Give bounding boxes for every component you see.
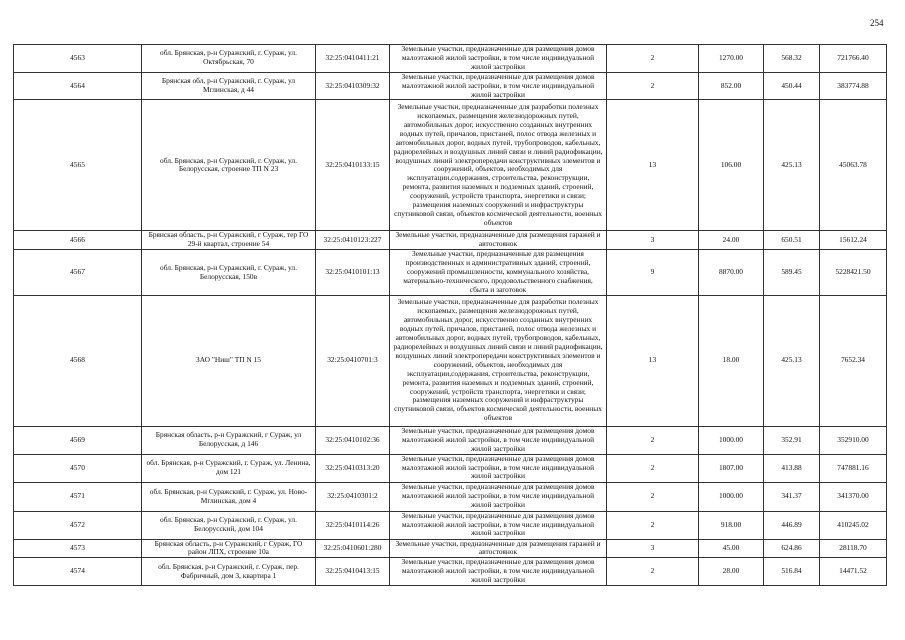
permitted-use-cell: Земельные участки, предназначенные для размещения домов малоэтажной жилой застройки, в том числе индивидуальной жилой застройки [390, 454, 607, 482]
address-cell: Брянская область, р-н Суражский, г Сураж, ул Белорусская, д 146 [142, 426, 316, 454]
cadastral-value-cell: 352910.00 [820, 426, 887, 454]
rate-cell: 352.91 [764, 426, 820, 454]
permitted-use-cell: Земельные участки, предназначенные для разработки полезных ископаемых, размещения железнодорожных путей, автомобильных дорог, искусственно созданных внутренних водных путей, причалов, пристаней, полос отвода железных и автомобильных дорог, водных путей, трубопроводов, кабельных, радиорелейных и воздушных линий связи и линий радиофикации, воздушных линий электропередачи конструктивных элементов и сооружений, объектов, необходимых для эксплуатации,содержания, строительства, реконструкции, ремонта, развития наземных и подземных зданий, строений, сооружений, устройств транспорта, энергетики и связи; размещения наземных сооружений и инфраструктуры спутниковой связи, объектов космической деятельности, военных объектов [390, 100, 607, 231]
record-number: 4573 [14, 539, 142, 558]
cadastral-value-cell: 341370.00 [820, 482, 887, 511]
cadastral-value-cell: 410245.02 [820, 511, 887, 539]
area-cell: 1807.00 [699, 454, 764, 482]
address-cell: обл. Брянская, р-н Суражский, г. Сураж, ул. Белорусская, строение ТП N 23 [142, 100, 316, 231]
record-number: 4566 [14, 231, 142, 250]
cadastral-number-cell: 32:25:0410301:2 [316, 482, 390, 511]
cadastral-value-cell: 721766.40 [820, 45, 887, 73]
address-cell: Брянская область, р-н Суражский, г Сураж, тер ГО 29-й квартал, строение 54 [142, 231, 316, 250]
table-body [14, 45, 887, 586]
group-cell: 2 [607, 558, 699, 586]
cadastral-value-cell: 7652.34 [820, 295, 887, 426]
table-row [14, 482, 887, 511]
group-cell: 2 [607, 511, 699, 539]
cadastral-number-cell: 32:25:0410411:21 [316, 45, 390, 73]
table-row [14, 250, 887, 296]
cadastral-value-cell: 15612.24 [820, 231, 887, 250]
permitted-use-cell: Земельные участки, предназначенные для размещения домов малоэтажной жилой застройки, в том числе индивидуальной жилой застройки [390, 426, 607, 454]
group-cell: 2 [607, 45, 699, 73]
table-row [14, 426, 887, 454]
rate-cell: 450.44 [764, 72, 820, 100]
cadastral-value-cell: 28118.70 [820, 539, 887, 558]
area-cell: 852.00 [699, 72, 764, 100]
rate-cell: 650.51 [764, 231, 820, 250]
rate-cell: 413.88 [764, 454, 820, 482]
page-number: 254 [870, 18, 884, 28]
cadastral-value-cell: 747881.16 [820, 454, 887, 482]
table-row [14, 454, 887, 482]
cadastral-number-cell: 32:25:0410102:36 [316, 426, 390, 454]
area-cell: 918.00 [699, 511, 764, 539]
group-cell: 2 [607, 72, 699, 100]
group-cell: 3 [607, 231, 699, 250]
group-cell: 9 [607, 250, 699, 296]
area-cell: 1000.00 [699, 426, 764, 454]
cadastral-number-cell: 32:25:0410101:13 [316, 250, 390, 296]
cadastral-number-cell: 32:25:0410114:26 [316, 511, 390, 539]
area-cell: 106.00 [699, 100, 764, 231]
record-number: 4571 [14, 482, 142, 511]
rate-cell: 589.45 [764, 250, 820, 296]
record-number: 4567 [14, 250, 142, 296]
rate-cell: 425.13 [764, 100, 820, 231]
area-cell: 8870.00 [699, 250, 764, 296]
rate-cell: 341.37 [764, 482, 820, 511]
rate-cell: 568.32 [764, 45, 820, 73]
permitted-use-cell: Земельные участки, предназначенные для размещения гаражей и автостоянок [390, 539, 607, 558]
record-number: 4564 [14, 72, 142, 100]
permitted-use-cell: Земельные участки, предназначенные для размещения домов малоэтажной жилой застройки, в том числе индивидуальной жилой застройки [390, 482, 607, 511]
area-cell: 1000.00 [699, 482, 764, 511]
group-cell: 2 [607, 426, 699, 454]
permitted-use-cell: Земельные участки, предназначенные для размещения домов малоэтажной жилой застройки, в том числе индивидуальной жилой застройки [390, 558, 607, 586]
cadastral-value-cell: 14471.52 [820, 558, 887, 586]
address-cell: Брянская обл, р-н Суражский, г. Сураж, ул Мглинская, д 44 [142, 72, 316, 100]
permitted-use-cell: Земельные участки, предназначенные для размещения домов малоэтажной жилой застройки, в том числе индивидуальной жилой застройки [390, 72, 607, 100]
land-registry-table [13, 44, 887, 586]
table-row [14, 231, 887, 250]
rate-cell: 425.13 [764, 295, 820, 426]
area-cell: 45.00 [699, 539, 764, 558]
group-cell: 13 [607, 295, 699, 426]
cadastral-number-cell: 32:25:0410123:227 [316, 231, 390, 250]
cadastral-number-cell: 32:25:0410601:280 [316, 539, 390, 558]
group-cell: 3 [607, 539, 699, 558]
address-cell: обл. Брянская, р-н Суражский, г. Сураж, ул. Ленина, дом 121 [142, 454, 316, 482]
record-number: 4574 [14, 558, 142, 586]
address-cell: обл. Брянская, р-н Суражский, г. Сураж, ул. Октябрьская, 70 [142, 45, 316, 73]
address-cell: обл. Брянская, р-н Суражский, г. Сураж, пер. Фабричный, дом 3, квартира 1 [142, 558, 316, 586]
cadastral-number-cell: 32:25:0410413:15 [316, 558, 390, 586]
permitted-use-cell: Земельные участки, предназначенные для размещения домов малоэтажной жилой застройки, в том числе индивидуальной жилой застройки [390, 45, 607, 73]
cadastral-number-cell: 32:25:0410133:15 [316, 100, 390, 231]
address-cell: обл. Брянская, р-н Суражский, г. Сураж, ул. Белорусский, дом 104 [142, 511, 316, 539]
record-number: 4572 [14, 511, 142, 539]
table-row [14, 295, 887, 426]
address-cell: ЗАО "Ниш" ТП N 15 [142, 295, 316, 426]
rate-cell: 446.89 [764, 511, 820, 539]
cadastral-value-cell: 5228421.50 [820, 250, 887, 296]
cadastral-number-cell: 32:25:0410701:3 [316, 295, 390, 426]
table-row [14, 539, 887, 558]
rate-cell: 516.84 [764, 558, 820, 586]
area-cell: 18.00 [699, 295, 764, 426]
record-number: 4570 [14, 454, 142, 482]
table-row [14, 45, 887, 73]
address-cell: Брянская область, р-н Суражский, г Сураж, ГО район ЛПХ, строение 10а [142, 539, 316, 558]
table-row [14, 558, 887, 586]
record-number: 4565 [14, 100, 142, 231]
cadastral-value-cell: 45063.78 [820, 100, 887, 231]
group-cell: 13 [607, 100, 699, 231]
rate-cell: 624.86 [764, 539, 820, 558]
group-cell: 2 [607, 454, 699, 482]
area-cell: 1270.00 [699, 45, 764, 73]
area-cell: 28.00 [699, 558, 764, 586]
record-number: 4569 [14, 426, 142, 454]
table-row [14, 511, 887, 539]
permitted-use-cell: Земельные участки, предназначенные для разработки полезных ископаемых, размещения железнодорожных путей, автомобильных дорог, искусственно созданных внутренних водных путей, причалов, пристаней, полос отвода железных и автомобильных дорог, водных путей, трубопроводов, кабельных, радиорелейных и воздушных линий связи и линий радиофикации, воздушных линий электропередачи конструктивных элементов и сооружений, объектов, необходимых для эксплуатации,содержания, строительства, реконструкции, ремонта, развития наземных и подземных зданий, строений, сооружений, устройств транспорта, энергетики и связи; размещения наземных сооружений и инфраструктуры спутниковой связи, объектов космической деятельности, военных объектов [390, 295, 607, 426]
cadastral-number-cell: 32:25:0410309:32 [316, 72, 390, 100]
area-cell: 24.00 [699, 231, 764, 250]
table-row [14, 72, 887, 100]
address-cell: обл. Брянская, р-н Суражский, г. Сураж, ул. Белорусская, 150в [142, 250, 316, 296]
cadastral-number-cell: 32:25:0410313:20 [316, 454, 390, 482]
address-cell: обл. Брянская, р-н Суражский, г. Сураж, ул. Ново-Мглинская, дом 4 [142, 482, 316, 511]
table-row [14, 100, 887, 231]
permitted-use-cell: Земельные участки, предназначенные для размещения производственных и административных зданий, строений, сооружений промышленности, коммунального хозяйства, материально-технического, продовольственного снабжения, сбыта и заготовок [390, 250, 607, 296]
record-number: 4568 [14, 295, 142, 426]
permitted-use-cell: Земельные участки, предназначенные для размещения домов малоэтажной жилой застройки, в том числе индивидуальной жилой застройки [390, 511, 607, 539]
permitted-use-cell: Земельные участки, предназначенные для размещения гаражей и автостоянок [390, 231, 607, 250]
record-number: 4563 [14, 45, 142, 73]
cadastral-value-cell: 383774.88 [820, 72, 887, 100]
group-cell: 2 [607, 482, 699, 511]
